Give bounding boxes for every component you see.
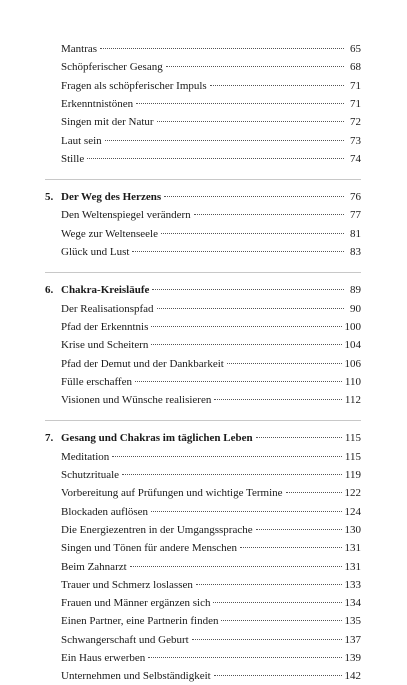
toc-entry [61,466,361,484]
section-divider [45,179,361,180]
chapter-page-number: 76 [350,191,361,204]
entry-page-number: 65 [350,43,361,55]
entry-page-number: 104 [344,339,361,352]
entry-page-number: 124 [344,505,361,518]
toc-entry [61,391,361,409]
entry-title: Beim Zahnarzt [61,560,127,573]
toc-entry [61,521,361,539]
entry-title: Pfad der Demut und der Dankbarkeit [61,357,224,370]
entry-title: Blockaden auflösen [61,505,149,518]
entry-page-number: 139 [344,652,361,664]
entry-title: Den Weltenspiegel verändern [61,209,191,222]
entry-page-number: 131 [344,542,361,555]
chapter-page-number: 89 [350,284,361,297]
dot-leader [136,103,344,104]
toc-entry [61,503,361,521]
dot-leader [157,121,344,122]
entry-title: Laut sein [61,134,102,147]
dot-leader [221,620,341,621]
dot-leader [151,344,341,345]
entry-page-number: 134 [344,597,361,610]
entry-title: Fülle erschaffen [61,375,132,388]
dot-leader [152,289,344,290]
entry-page-number: 130 [344,523,361,536]
dot-leader [157,308,344,309]
entry-page-number: 77 [350,209,361,222]
entry-page-number: 106 [344,357,361,370]
entry-title: Wege zur Weltenseele [61,227,158,240]
toc-entry [61,576,361,594]
entry-page-number: 135 [344,615,361,628]
toc-entry [61,631,361,649]
dot-leader [256,437,342,438]
dot-leader [286,492,342,493]
entry-title: Pfad der Erkenntnis [61,320,149,333]
toc-entry [61,243,361,261]
entry-title: Schöpferischer Gesang [61,61,163,74]
chapter-title: Chakra-Kreisläufe [61,284,150,297]
toc-entry [61,77,361,95]
entry-page-number: 81 [350,227,361,240]
entry-page-number: 74 [350,152,361,165]
toc-entry [61,95,361,113]
dot-leader [112,456,342,457]
dot-leader [130,566,342,567]
entry-page-number: 90 [350,302,361,315]
entry-title: Meditation [61,450,110,463]
dot-leader [132,251,344,252]
entry-page-number: 115 [344,450,361,463]
dot-leader [161,233,344,234]
chapter-title: Gesang und Chakras im täglichen Leben [61,432,253,445]
entry-page-number: 142 [344,670,361,683]
entry-title: Stille [61,152,85,165]
entry-page-number: 122 [344,487,361,500]
entry-page-number: 100 [344,320,361,333]
dot-leader [100,48,344,49]
toc-entry [61,300,361,318]
entry-title: Visionen und Wünsche realisieren [61,394,212,407]
dot-leader [214,675,342,676]
dot-leader [164,196,344,197]
toc-entry [61,225,361,243]
entry-title: Schwangerschaft und Geburt [61,633,189,646]
toc-entry [61,484,361,502]
dot-leader [166,66,344,67]
dot-leader [227,363,342,364]
dot-leader [256,529,342,530]
chapter-number: 5. [45,191,54,204]
entry-page-number: 133 [344,578,361,591]
entry-page-number: 119 [344,469,361,481]
entry-title: Mantras [61,43,98,55]
dot-leader [214,399,342,400]
entry-page-number: 71 [350,97,361,110]
toc-entry [61,318,361,336]
entry-page-number: 137 [344,633,361,646]
entry-title: Singen mit der Natur [61,116,154,129]
dot-leader [87,158,344,159]
entry-page-number: 83 [350,246,361,258]
entry-title: Fragen als schöpferischer Impuls [61,79,207,92]
entry-title: Einen Partner, eine Partnerin finden [61,615,219,628]
entry-title: Ein Haus erwerben [61,652,146,664]
toc-entry [61,58,361,76]
toc-entry [61,373,361,391]
toc-chapter [45,188,361,206]
dot-leader [240,547,341,548]
entry-page-number: 110 [344,375,361,388]
entry-title: Frauen und Männer ergänzen sich [61,597,211,610]
dot-leader [210,85,344,86]
toc-entry [61,558,361,576]
entry-title: Singen und Tönen für andere Menschen [61,542,238,555]
entry-page-number: 131 [344,560,361,573]
chapter-number: 6. [45,284,54,297]
toc-chapter [45,281,361,299]
entry-page-number: 68 [350,61,361,74]
toc-entry [61,206,361,224]
dot-leader [135,381,342,382]
dot-leader [151,326,341,327]
dot-leader [194,214,344,215]
chapter-title: Der Weg des Herzens [61,191,162,204]
toc-entry [61,539,361,557]
toc-chapter [45,429,361,447]
toc-entry [61,649,361,667]
toc-entry [61,355,361,373]
entry-page-number: 112 [344,394,361,407]
dot-leader [213,602,341,603]
chapter-page-number: 115 [344,432,361,445]
toc-entry [61,113,361,131]
toc-entry [61,594,361,612]
entry-title: Unternehmen und Selbständigkeit [61,670,211,683]
dot-leader [192,639,342,640]
entry-title: Vorbereitung auf Prüfungen und wichtige Termine [61,487,283,500]
entry-page-number: 72 [350,116,361,129]
entry-title: Erkenntnistönen [61,97,134,110]
entry-title: Schutzrituale [61,469,120,481]
entry-title: Krise und Scheitern [61,339,149,352]
toc-entry [61,448,361,466]
chapter-number: 7. [45,432,54,445]
entry-page-number: 73 [350,134,361,147]
dot-leader [148,657,341,658]
entry-title: Trauer und Schmerz loslassen [61,578,193,591]
toc-entry [61,40,361,58]
toc-entry [61,612,361,630]
dot-leader [151,511,341,512]
dot-leader [196,584,342,585]
entry-page-number: 71 [350,79,361,92]
entry-title: Der Realisationspfad [61,302,154,315]
dot-leader [122,474,342,475]
toc-entry [61,132,361,150]
toc-entry [61,667,361,685]
toc-entry [61,150,361,168]
entry-title: Die Energiezentren in der Umgangssprache [61,523,253,536]
section-divider [45,272,361,273]
section-divider [45,420,361,421]
dot-leader [105,140,344,141]
entry-title: Glück und Lust [61,246,130,258]
toc-entry [61,336,361,354]
